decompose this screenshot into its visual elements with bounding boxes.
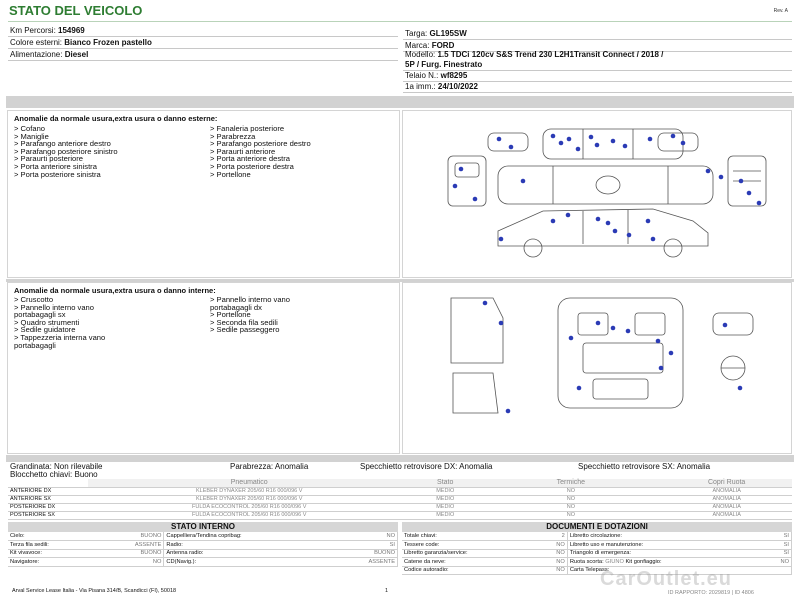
model-field: Modello: 1.5 TDCi 120cv S&S Trend 230 L2H1Transit Connect / 2018 / <box>405 50 664 59</box>
interior-list-left: > Cruscotto > Pannello interno vano portabagagli sx > Quadro strumenti > Sedile guidatore > Tappezzeria interna vano portabagagli <box>14 295 106 350</box>
table-row: Catene da neve: NO Ruota scorta: GIUNO Kit gonfiaggio: NO <box>402 558 792 567</box>
watermark-logo: CarOutlet.eu <box>600 568 733 590</box>
mirror-dx-status: Specchietto retrovisore DX: Anomalia <box>360 462 493 471</box>
interior-damage-markers <box>483 301 743 414</box>
cabin-top-view <box>558 298 683 408</box>
fuel-field: Alimentazione: Diesel <box>10 50 89 59</box>
model-field-line2: 5P / Furg. Finestrato <box>405 60 483 69</box>
dashboard-view <box>713 313 753 380</box>
table-row: Cielo: BUONO Cappelliera/Tendina copribag: NO <box>8 532 398 541</box>
tyres-table <box>8 479 792 520</box>
table-row: Codice autoradio: NO Carta Telepass: <box>402 566 792 575</box>
tyre-header: Pneumatico <box>88 479 410 487</box>
title-rule <box>8 21 792 22</box>
table-row: Kit vivavoce: BUONO Antenna radio: BUONO <box>8 549 398 558</box>
km-field: Km Percorsi: 154969 <box>10 26 85 35</box>
documents-title: DOCUMENTI E DOTAZIONI <box>402 522 792 532</box>
plate-field: Targa: GL195SW <box>405 29 467 38</box>
interior-state-title: STATO INTERNO <box>8 522 398 532</box>
interior-title: Anomalie da normale usura,extra usura o danno interne: <box>14 286 216 295</box>
table-row: Totale chiavi: 2 Libretto circolazione: SI <box>402 532 792 541</box>
brand-field: Marca: FORD <box>405 41 455 50</box>
registration-field: 1a imm.: 24/10/2022 <box>405 82 478 91</box>
exterior-damage-panel <box>7 110 400 278</box>
car-front-view <box>448 156 486 206</box>
page-title: STATO DEL VEICOLO <box>9 3 143 18</box>
section-divider <box>6 96 794 108</box>
cover-header: Copri Ruota <box>661 479 792 487</box>
exterior-list-right: > Fanaleria posteriore > Parabrezza > Parafango posteriore destro > Paraurti anteriore > Porta anteriore destra > Porta posteriore destra > Portellone <box>210 124 311 179</box>
car-side-view <box>498 209 708 257</box>
interior-car-diagram <box>403 283 793 455</box>
door-panel-views <box>451 298 503 413</box>
table-row: Terza fila sedili: ASSENTE Radio: SI <box>8 541 398 550</box>
interior-state-section <box>8 522 398 567</box>
documents-table <box>402 532 792 575</box>
footer-page-number: 1 <box>385 588 389 594</box>
car-rear-view <box>728 156 766 206</box>
car-top-view <box>488 129 698 159</box>
table-row: POSTERIORE DX FULDA ECOCONTROL 205/60 R16 000/096 V MEDIO NO ANOMALIA <box>8 503 792 511</box>
color-field: Colore esterni: Bianco Frozen pastello <box>10 38 152 47</box>
exterior-diagram-panel <box>402 110 792 278</box>
revision-label: Rev. A <box>773 8 788 14</box>
table-row: ANTERIORE DX KLEBER DYNAXER 205/60 R16 000/096 V MEDIO NO ANOMALIA <box>8 487 792 495</box>
table-row: Libretto garanzia/service: NO Triangolo di emergenza: SI <box>402 549 792 558</box>
table-row: ANTERIORE SX KLEBER DYNAXER 205/60 R16 000/096 V MEDIO NO ANOMALIA <box>8 495 792 503</box>
windshield-status: Parabrezza: Anomalia <box>230 462 309 471</box>
footer-company: Arval Service Lease Italia - Via Pisana 314/B, Scandicci (FI), 50018 <box>12 588 177 594</box>
car-roof-view <box>498 166 713 204</box>
mirror-sx-status: Specchietto retrovisore SX: Anomalia <box>578 462 711 471</box>
exterior-list-left: > Cofano > Maniglie > Parafango anteriore destro > Parafango posteriore sinistro > Paraurti posteriore > Porta anteriore sinistra > Porta posteriore sinistra <box>14 124 118 179</box>
interior-list-right: > Pannello interno vano portabagagli dx > Portellone > Seconda fila sedili > Sedile passeggero <box>210 295 291 335</box>
table-row: Navigatore: NO CD(Navig.): ASSENTE <box>8 558 398 567</box>
exterior-car-diagram <box>403 111 793 279</box>
exterior-title: Anomalie da normale usura,extra usura o danno esterne: <box>14 114 218 123</box>
interior-state-table <box>8 532 398 567</box>
hail-status: Grandinata: Non rilevabile <box>10 462 103 471</box>
interior-diagram-panel <box>402 282 792 454</box>
table-row: Tessere code: NO Libretto uso e manutenzione: SI <box>402 541 792 550</box>
damage-markers <box>453 134 762 242</box>
chassis-field: Telaio N.: wf8295 <box>405 71 468 80</box>
keys-status: Blocchetto chiavi: Buono <box>10 470 98 479</box>
footer-report-id: ID RAPPORTO: 2029819 | ID 4806 <box>668 590 754 596</box>
state-header: Stato <box>410 479 480 487</box>
winter-header: Termiche <box>480 479 661 487</box>
interior-damage-panel <box>7 282 400 454</box>
table-row: POSTERIORE SX FULDA ECOCONTROL 205/60 R16 000/096 V MEDIO NO ANOMALIA <box>8 511 792 519</box>
documents-section <box>402 522 792 575</box>
